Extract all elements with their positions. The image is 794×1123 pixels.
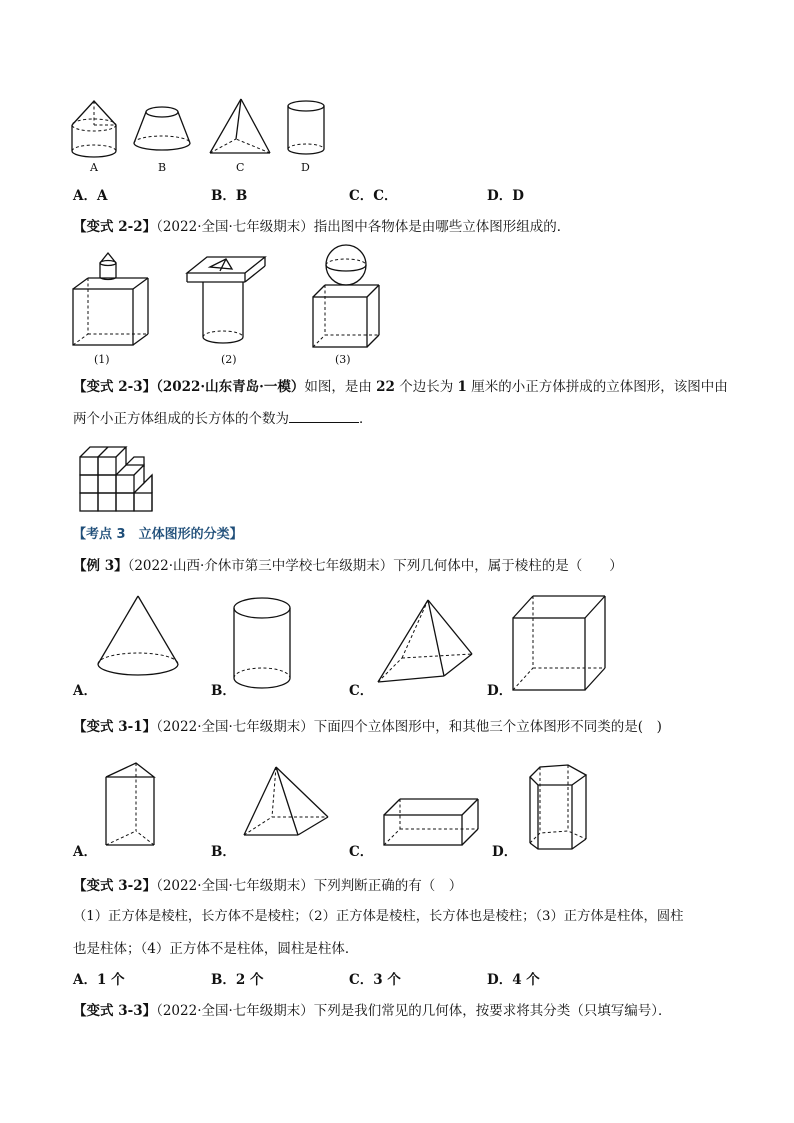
question-source: （2022·山东青岛·一模） [156,379,305,395]
v31-option-b: B． [211,844,236,860]
ex3-cone [98,596,178,675]
question-v22 [73,218,570,236]
question-ex3 [73,557,623,575]
v32-option-c: C．3 个 [349,972,401,988]
v31-triangular-prism [106,763,154,845]
q1-option-d: D．D [487,188,524,204]
v31-pentagonal-prism [530,765,586,849]
fig1-label-d: D [301,161,310,174]
v31-option-c: C． [349,844,374,860]
v31-figure-row [60,755,620,850]
v32-option-d: D．4 个 [487,972,540,988]
ex3-option-a: A． [73,683,97,699]
q1-option-c: C．C． [349,188,398,204]
question-tag: 【例 3】 [73,558,128,574]
question-source: （2022·全国·七年级期末） [156,719,314,735]
v31-option-a: A． [73,844,97,860]
question-v32-line1: （1）正方体是棱柱，长方体不是棱柱；（2）正方体是棱柱，长方体也是棱柱；（3）正方体是柱体，圆柱 [73,909,684,924]
solid-c-pyramid [210,99,270,153]
solid-a-cone-cylinder [72,101,116,157]
ex3-cylinder [234,598,290,688]
fig1-label-c: C [236,161,245,174]
ex3-option-c: C． [349,683,374,699]
question-text: 下列判断正确的有（ ） [313,878,463,894]
composite-solids-figure [60,245,400,370]
question-v23-line2: 两个小正方体组成的长方体的个数为 ． [73,411,373,427]
ex3-cube [513,596,605,690]
question-v32-line2: 也是柱体；（4）正方体不是柱体，圆柱是柱体． [73,941,359,957]
v31-option-d: D． [492,844,518,860]
question-v23: 【变式 2-3】（2022·山东青岛·一模）如图，是由 22 个边长为 1 厘米的小正方体拼成的立体图形，该图中由 [73,379,728,395]
question-source: （2022·山西·介休市第三中学校七年级期末） [127,558,394,574]
question-text: 如图，是由 [304,379,377,395]
solids-figure-row [60,95,360,185]
answer-blank[interactable] [289,410,359,423]
question-tag: 【变式 3-2】 [73,878,157,894]
v32-option-a: A．1 个 [73,972,125,988]
question-v33 [73,1002,672,1020]
composite-solid-2 [187,257,265,343]
cube-stack-figure [78,437,158,512]
ex3-option-d: D． [487,683,513,699]
ex3-figure-row [60,590,620,700]
question-text: 下面四个立体图形中，和其他三个立体图形不同类的是( ) [313,719,662,735]
question-tag: 【变式 2-3】 [73,379,157,395]
question-v31 [73,718,662,736]
fig1-label-a: A [90,161,98,174]
question-text: 指出图中各物体是由哪些立体图形组成的． [313,219,571,235]
solid-d-cylinder [288,101,324,154]
question-v32 [73,877,462,895]
fig2-label-1: (1) [94,353,110,366]
composite-solid-1 [73,253,148,345]
section-heading-kaodian3: 【考点 3 立体图形的分类】 [73,527,243,542]
ex3-option-b: B． [211,683,236,699]
question-text: 下列是我们常见的几何体，按要求将其分类（只填写编号）． [313,1003,672,1019]
v32-option-b: B．2 个 [211,972,264,988]
question-source: （2022·全国·七年级期末） [156,219,314,235]
q1-option-b: B．B [211,188,248,204]
composite-solid-3 [313,245,379,347]
v31-cuboid [384,799,478,845]
question-tag: 【变式 3-1】 [73,719,157,735]
q1-option-a: A．A [73,188,108,204]
v31-pyramid [244,767,328,835]
fig2-label-2: (2) [221,353,237,366]
ex3-pyramid [378,600,472,682]
question-source: （2022·全国·七年级期末） [156,1003,314,1019]
question-tag: 【变式 2-2】 [73,219,157,235]
question-text: 下列几何体中，属于棱柱的是（ ） [393,558,623,574]
question-tag: 【变式 3-3】 [73,1003,157,1019]
fig1-label-b: B [158,161,167,174]
fig2-label-3: (3) [335,353,351,366]
cube-stack [80,447,152,511]
solid-b-frustum [134,107,190,150]
question-source: （2022·全国·七年级期末） [156,878,314,894]
